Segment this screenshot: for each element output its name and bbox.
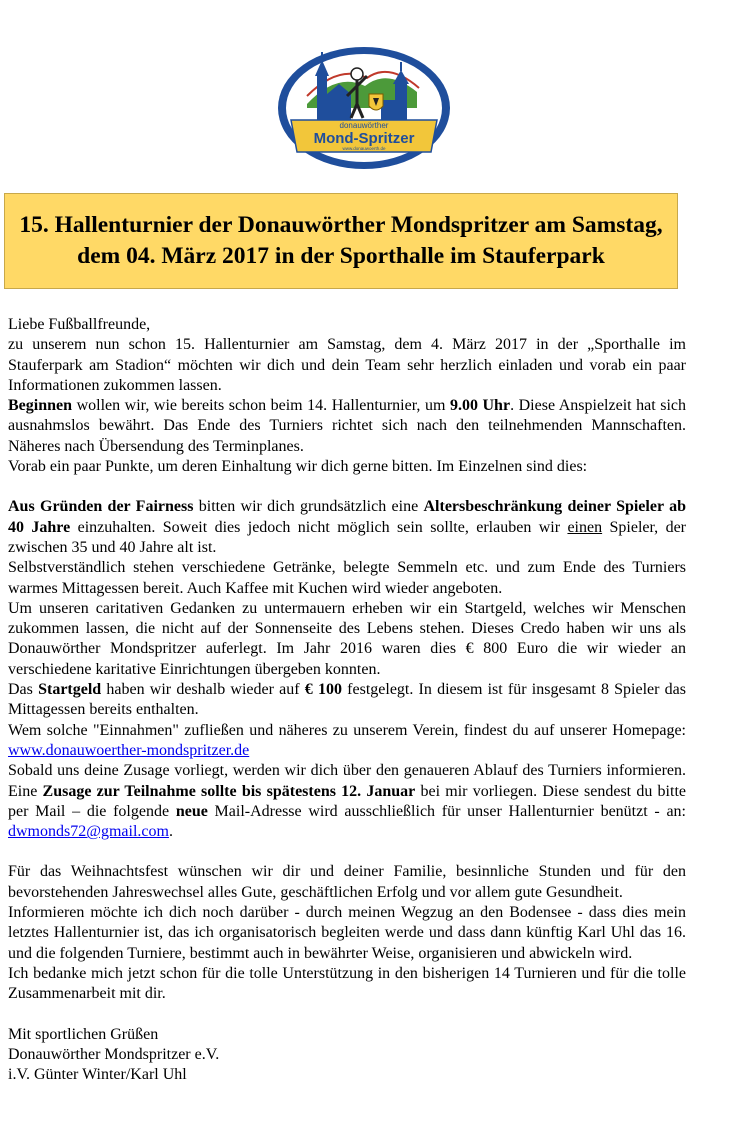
text-span: Das <box>8 681 39 699</box>
text-span: Mail-Adresse wird ausschließlich für unser Hallenturnier benützt - an: <box>207 802 686 820</box>
bold-text: € 100 <box>304 681 342 699</box>
logo-name: Mond-Spritzer <box>313 130 415 147</box>
paragraph-season-greetings: Für das Weihnachtsfest wünschen wir dir und deiner Familie, besinnliche Stunden und für den bevorstehenden Jahreswechsel alles Gute, geschäftlichen Erfolg und vor allem gute Gesundheit. <box>8 863 686 901</box>
bold-text: Beginnen <box>8 397 73 415</box>
title-banner <box>4 193 678 289</box>
coat-of-arms-icon <box>369 94 383 110</box>
text-span: . <box>168 823 173 841</box>
paragraph-fairness <box>8 497 686 558</box>
bold-text: Aus Gründen der Fairness <box>8 498 194 516</box>
text-span: bitten wir dich grundsätzlich eine <box>193 498 424 516</box>
text-span: . Diese Anspielzeit hat sich ausnahmslos bewährt. Das Ende des Turniers richtet sich nach den teilnehmenden Mannschaften. Näheres nach Übersendung des Terminplanes. <box>8 397 687 455</box>
page-title: 15. Hallenturnier der Donauwörther Mondspritzer am Samstag, dem 04. März 2017 in der Sporthalle im Stauferpark <box>19 212 663 269</box>
bold-text: Startgeld <box>38 681 102 699</box>
letter-body <box>8 315 686 1085</box>
paragraph-farewell: Informieren möchte ich dich noch darüber - durch meinen Wegzug an den Bodensee - dass dies mein letztes Hallenturnier ist, das ich organisatorisch begleiten werde und dass dann künftig Karl Uhl das 16. und die folgenden Turniere, bestimmt auch in bewährter Weise, organisieren und abwickeln wird. <box>8 904 686 962</box>
spacer <box>8 842 686 862</box>
paragraph-invitation: zu unserem nun schon 15. Hallenturnier am Samstag, dem 4. März 2017 in der „Sporthalle im Stauferpark am Stadion“ möchten wir dich und dein Team sehr herzlich einladen und vorab ein paar Informationen zukommen lassen. <box>8 336 686 394</box>
spacer <box>8 1005 686 1025</box>
salutation: Liebe Fußballfreunde, <box>8 316 151 333</box>
signature: i.V. Günter Winter/Karl Uhl <box>8 1066 187 1084</box>
bold-text: neue <box>175 802 208 820</box>
organization-name: Donauwörther Mondspritzer e.V. <box>8 1045 220 1063</box>
text-span: haben wir deshalb wieder auf <box>101 681 305 699</box>
text-span: Spieler, der zwischen 35 und 40 Jahre alt ist. <box>8 518 687 556</box>
paragraph-intro-points: Vorab ein paar Punkte, um deren Einhaltung wir dich gerne bitten. Im Einzelnen sind dies: <box>8 458 588 476</box>
homepage-link[interactable]: www.donauwoerther-mondspritzer.de <box>8 741 250 759</box>
text-span: Wem solche "Einnahmen" zufließen und näheres zu unserem Verein, findest du auf unserer Homepage: <box>8 721 686 739</box>
paragraph-entry-fee <box>8 680 686 721</box>
logo-top-text: donauwörther <box>339 121 389 130</box>
paragraph-thanks: Ich bedanke mich jetzt schon für die tolle Unterstützung in den bisherigen 14 Turnieren und für die tolle Zusammenarbeit mit dir. <box>8 964 686 1003</box>
text-span: wollen wir, wie bereits schon beim 14. Hallenturnier, um <box>72 397 450 415</box>
paragraph-catering: Selbstverständlich stehen verschiedene Getränke, belegte Semmeln etc. und zum Ende des Turniers warmes Mittagessen bereit. Auch Kaffee mit Kuchen wird wieder angeboten. <box>8 559 686 597</box>
paragraph-homepage <box>8 721 686 762</box>
logo-url-text: www.donauwoerth.de <box>342 146 386 151</box>
paragraph-start-time <box>8 396 686 457</box>
text-span: bei mir vorliegen. Diese sendest du bitte per Mail – die folgende <box>8 782 686 820</box>
paragraph-charity: Um unseren caritativen Gedanken zu untermauern erheben wir ein Startgeld, welches wir Menschen zukommen lassen, die nicht auf der Sonnenseite des Lebens stehen. Dieses Credo haben wir uns als Donauwörther Mondspritzer auferlegt. Im Jahr 2016 waren dies € 800 Euro die wir wieder an verschiedene karitative Einrichtungen übergeben konnten. <box>8 599 686 678</box>
bold-text: 9.00 Uhr <box>449 397 511 415</box>
text-span: festgelegt. In diesem ist für insgesamt 8 Spieler das Mittagessen bereits enthalten. <box>8 681 687 719</box>
text-span: Sobald uns deine Zusage vorliegt, werden wir dich über den genaueren Ablauf des Turniers informieren. Eine <box>8 762 686 800</box>
bold-text: Altersbeschränkung deiner Spieler ab 40 Jahre <box>8 498 686 536</box>
text-span: einzuhalten. Soweit dies jedoch nicht möglich sein sollte, erlauben wir <box>70 518 568 536</box>
underlined-text: einen <box>567 518 603 536</box>
spacer <box>8 477 686 497</box>
email-link[interactable]: dwmonds72@gmail.com <box>8 823 169 841</box>
club-logo <box>277 46 451 170</box>
bold-text: Zusage zur Teilnahme sollte bis spätestens 12. Januar <box>42 782 416 800</box>
closing-line: Mit sportlichen Grüßen <box>8 1025 159 1043</box>
paragraph-registration <box>8 761 686 842</box>
